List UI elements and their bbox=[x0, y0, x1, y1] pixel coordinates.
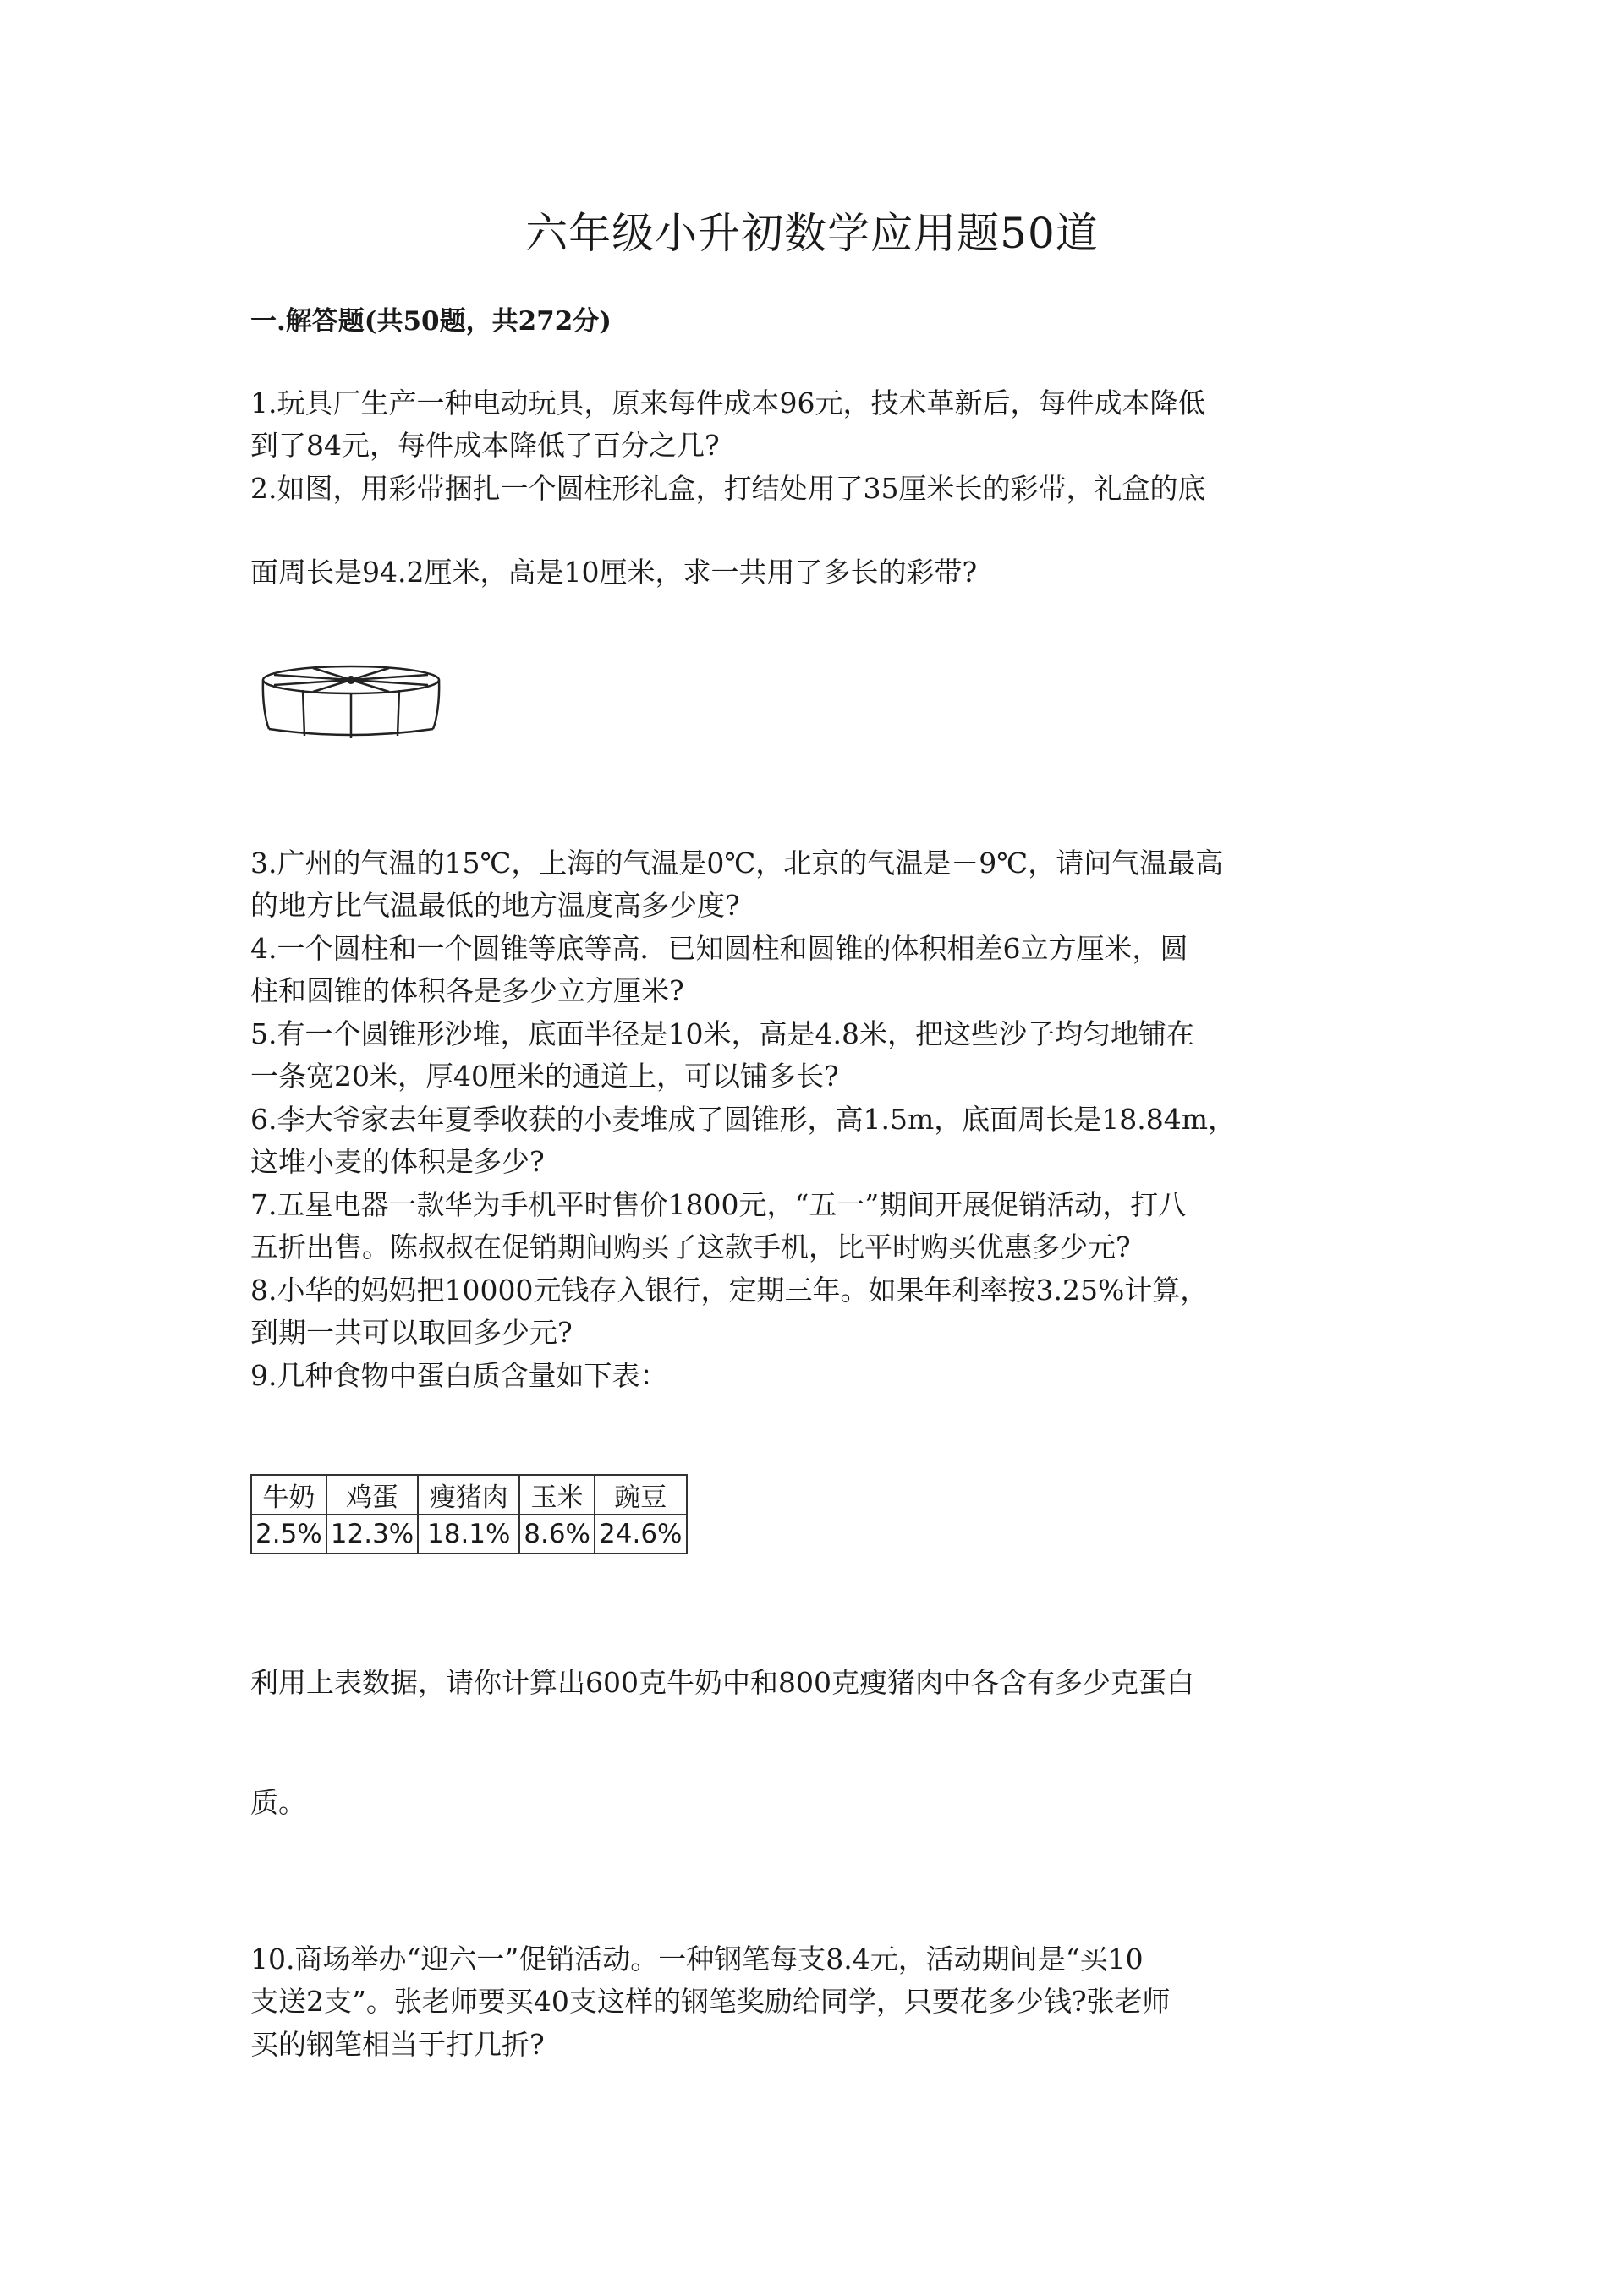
question-8-line-2: 到期一共可以取回多少元? bbox=[250, 1316, 573, 1349]
question-3-line-2: 的地方比气温最低的地方温度高多少度? bbox=[250, 889, 740, 922]
question-9-line-2: 利用上表数据，请你计算出600克牛奶中和800克瘦猪肉中各含有多少克蛋白 bbox=[250, 1666, 1194, 1699]
table-cell: 玉米 bbox=[519, 1475, 595, 1515]
question-9-line-3: 质。 bbox=[250, 1786, 306, 1819]
cylinder-gift-box-figure bbox=[254, 660, 448, 744]
question-3-line-1: 3.广州的气温的15℃，上海的气温是0℃，北京的气温是－9℃，请问气温最高 bbox=[250, 847, 1224, 879]
question-10-line-3: 买的钢笔相当于打几折? bbox=[250, 2028, 545, 2061]
question-2-line-1: 2.如图，用彩带捆扎一个圆柱形礼盒，打结处用了35厘米长的彩带，礼盒的底 bbox=[250, 472, 1206, 505]
question-8-line-1: 8.小华的妈妈把10000元钱存入银行，定期三年。如果年利率按3.25%计算， bbox=[250, 1274, 1209, 1307]
table-cell: 18.1% bbox=[418, 1515, 519, 1553]
table-row-percents bbox=[251, 1515, 687, 1553]
question-4-line-2: 柱和圆锥的体积各是多少立方厘米? bbox=[250, 974, 684, 1007]
page-title: 六年级小升初数学应用题50道 bbox=[525, 209, 1099, 258]
table-row-foods bbox=[251, 1475, 687, 1515]
question-5-line-1: 5.有一个圆锥形沙堆，底面半径是10米，高是4.8米，把这些沙子均匀地铺在 bbox=[250, 1017, 1194, 1050]
question-10-line-1: 10.商场举办“迎六一”促销活动。一种钢笔每支8.4元，活动期间是“买10 bbox=[250, 1943, 1144, 1975]
question-1-line-1: 1.玩具厂生产一种电动玩具，原来每件成本96元，技术革新后，每件成本降低 bbox=[250, 386, 1206, 419]
question-7-line-1: 7.五星电器一款华为手机平时售价1800元，“五一”期间开展促销活动，打八 bbox=[250, 1188, 1187, 1221]
table-cell: 豌豆 bbox=[595, 1475, 686, 1515]
table-cell: 牛奶 bbox=[251, 1475, 326, 1515]
question-4-line-1: 4.一个圆柱和一个圆锥等底等高．已知圆柱和圆锥的体积相差6立方厘米，圆 bbox=[250, 932, 1188, 965]
table-cell: 12.3% bbox=[326, 1515, 418, 1553]
question-2-line-2: 面周长是94.2厘米，高是10厘米，求一共用了多长的彩带? bbox=[250, 556, 978, 589]
protein-content-table bbox=[250, 1474, 688, 1554]
question-6-line-2: 这堆小麦的体积是多少? bbox=[250, 1145, 545, 1178]
question-5-line-2: 一条宽20米，厚40厘米的通道上，可以铺多长? bbox=[250, 1060, 839, 1093]
question-7-line-2: 五折出售。陈叔叔在促销期间购买了这款手机，比平时购买优惠多少元? bbox=[250, 1230, 1131, 1263]
question-1-line-2: 到了84元，每件成本降低了百分之几? bbox=[250, 429, 720, 462]
table-cell: 24.6% bbox=[595, 1515, 686, 1553]
table-cell: 鸡蛋 bbox=[326, 1475, 418, 1515]
question-10-line-2: 支送2支”。张老师要买40支这样的钢笔奖励给同学，只要花多少钱?张老师 bbox=[250, 1985, 1171, 2018]
table-cell: 2.5% bbox=[251, 1515, 326, 1553]
section-heading: 一.解答题(共50题，共272分) bbox=[250, 306, 612, 337]
question-6-line-1: 6.李大爷家去年夏季收获的小麦堆成了圆锥形，高1.5m，底面周长是18.84m， bbox=[250, 1103, 1237, 1136]
table-cell: 8.6% bbox=[519, 1515, 595, 1553]
table-cell: 瘦猪肉 bbox=[418, 1475, 519, 1515]
question-9-line-1: 9.几种食物中蛋白质含量如下表： bbox=[250, 1359, 668, 1392]
